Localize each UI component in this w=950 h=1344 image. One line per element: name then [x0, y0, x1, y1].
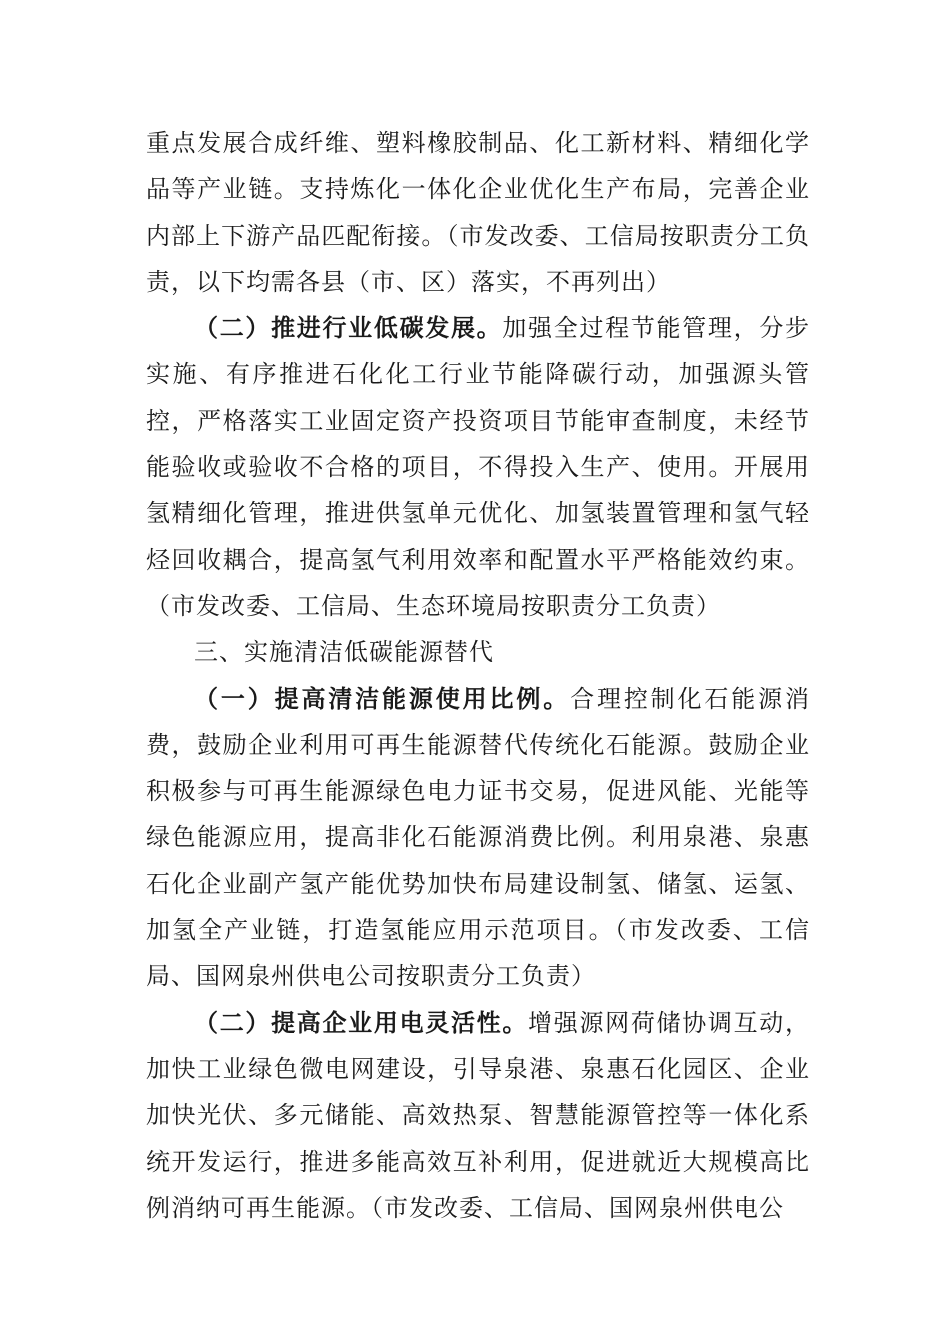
section-heading-text: 三、实施清洁低碳能源替代	[194, 638, 494, 667]
paragraph-text: 重点发展合成纤维、塑料橡胶制品、化工新材料、精细化学品等产业链。支持炼化一体化企业优化生产布局，完善企业内部上下游产品匹配衔接。（市发改委、工信局按职责分工负责，以下均需各县（市、区）落实，不再列出）	[146, 129, 810, 296]
paragraph-continued	[146, 120, 810, 305]
paragraph-lead: （二）推进行业低碳发展。	[194, 314, 503, 343]
paragraph-industry-low-carbon	[146, 305, 810, 629]
paragraph-lead: （一）提高清洁能源使用比例。	[194, 684, 571, 713]
paragraph-text: 增强源网荷储协调互动，加快工业绿色微电网建设，引导泉港、泉惠石化园区、企业加快光伏、多元储能、高效热泵、智慧能源管控等一体化系统开发运行，推进多能高效互补利用，促进就近大规模高比例消纳可再生能源。（市发改委、工信局、国网泉州供电公	[146, 1008, 811, 1222]
paragraph-text: 合理控制化石能源消费，鼓励企业利用可再生能源替代传统化石能源。鼓励企业积极参与可再生能源绿色电力证书交易，促进风能、光能等绿色能源应用，提高非化石能源消费比例。利用泉港、泉惠石化企业副产氢产能优势加快布局建设制氢、储氢、运氢、加氢全产业链，打造氢能应用示范项目。（市发改委、工信局、国网泉州供电公司按职责分工负责）	[146, 684, 811, 991]
paragraph-clean-energy-ratio	[146, 676, 810, 1000]
paragraph-lead: （二）提高企业用电灵活性。	[194, 1008, 529, 1037]
document-body	[146, 120, 810, 1231]
paragraph-text: 加强全过程节能管理，分步实施、有序推进石化化工行业节能降碳行动，加强源头管控，严格落实工业固定资产投资项目节能审查制度，未经节能验收或验收不合格的项目，不得投入生产、使用。开展用氢精细化管理，推进供氢单元优化、加氢装置管理和氢气轻烃回收耦合，提高氢气利用效率和配置水平严格能效约束。（市发改委、工信局、生态环境局按职责分工负责）	[146, 314, 811, 620]
paragraph-power-flexibility	[146, 1000, 810, 1231]
section-heading	[146, 629, 810, 675]
